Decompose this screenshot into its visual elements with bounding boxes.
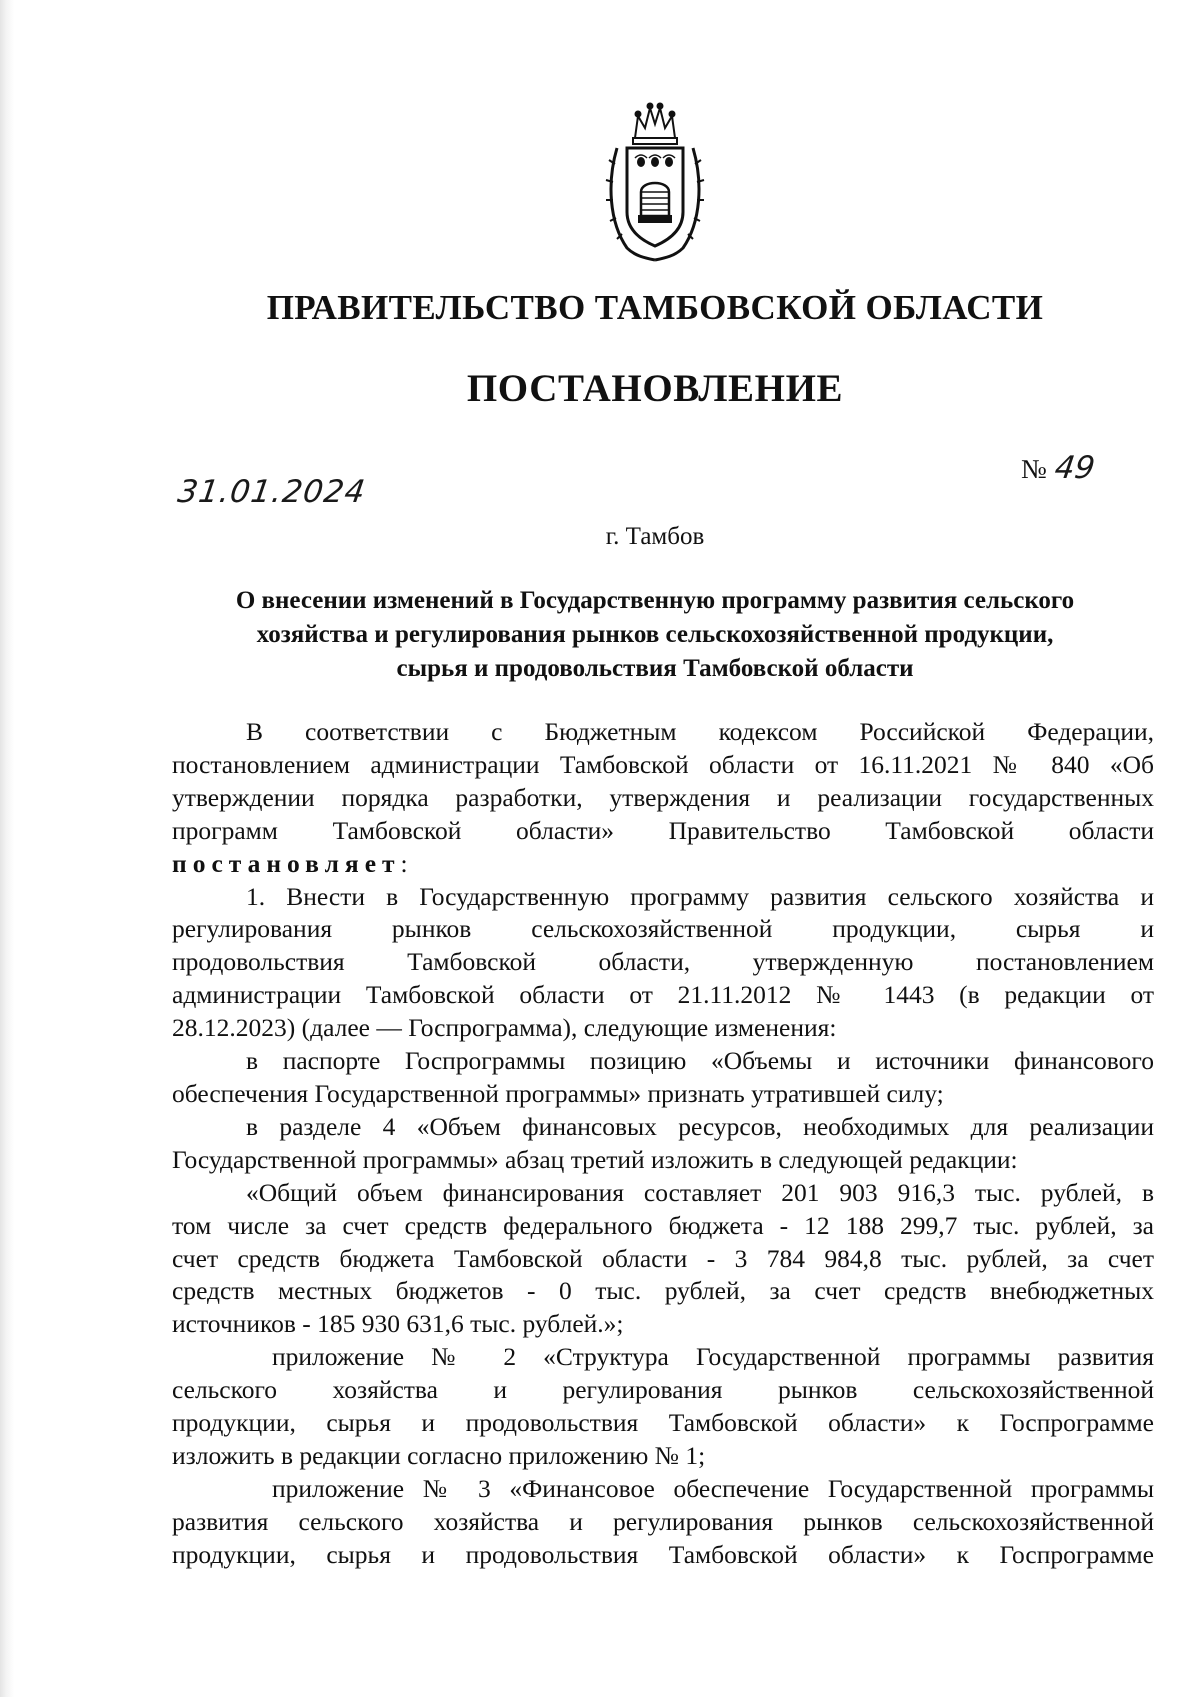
body-line: утверждении порядка разработки, утверждения и реализации государственных [172, 782, 1154, 812]
body-line: администрации Тамбовской области от 21.11.2012 № 1443 (в редакции от [172, 980, 1154, 1010]
body-line: источников - 185 930 631,6 тыс. рублей.»; [172, 1309, 624, 1339]
body-line: 28.12.2023) (далее — Госпрограмма), следующие изменения: [172, 1013, 837, 1043]
organization-title: ПРАВИТЕЛЬСТВО ТАМБОВСКОЙ ОБЛАСТИ [266, 288, 1044, 327]
number-sign: № [1021, 454, 1047, 484]
body-line: продукции, сырья и продовольствия Тамбовской области» к Госпрограмме [172, 1408, 1154, 1438]
body-line: приложение № 2 «Структура Государственной программы развития [272, 1342, 1154, 1372]
subject-line: хозяйства и регулирования рынков сельскохозяйственной продукции, [256, 621, 1054, 648]
document-date: 31.01.2024 [175, 474, 369, 510]
body-line: В соответствии с Бюджетным кодексом Российской Федерации, [246, 717, 1154, 746]
body-line: постановлением администрации Тамбовской области от 16.11.2021 № 840 «Об [172, 749, 1154, 779]
resolution-colon: : [400, 848, 408, 878]
body-line: в паспорте Госпрограммы позицию «Объемы и источники финансового [246, 1046, 1154, 1076]
body-line: том числе за счет средств федерального бюджета - 12 188 299,7 тыс. рублей, за [172, 1210, 1154, 1240]
body-line: 1. Внести в Государственную программу развития сельского хозяйства и [246, 881, 1154, 911]
body-line: счет средств бюджета Тамбовской области - 3 784 984,8 тыс. рублей, за счет [172, 1243, 1154, 1273]
subject-line: сырья и продовольствия Тамбовской области [396, 655, 914, 682]
subject-line: О внесении изменений в Государственную программу развития сельского [235, 587, 1075, 614]
body-line: продовольствия Тамбовской области, утвержденную постановлением [172, 947, 1154, 977]
city-line: г. Тамбов [605, 523, 705, 550]
document-number [1021, 450, 1097, 486]
document-body [172, 716, 1154, 1572]
resolution-word-line [172, 848, 1154, 881]
document-subject [170, 584, 1140, 686]
number-value: 49 [1052, 450, 1097, 486]
body-line: «Общий объем финансирования составляет 201 903 916,3 тыс. рублей, в [246, 1177, 1154, 1207]
body-line: обеспечения Государственной программы» признать утратившей силу; [172, 1078, 944, 1108]
body-line: развития сельского хозяйства и регулирования рынков сельскохозяйственной [172, 1506, 1154, 1536]
body-line: средств местных бюджетов - 0 тыс. рублей, за счет средств внебюджетных [172, 1276, 1154, 1306]
body-line: программ Тамбовской области» Правительство Тамбовской области [172, 815, 1154, 845]
body-line: изложить в редакции согласно приложению № 1; [172, 1440, 706, 1470]
document-type-heading: ПОСТАНОВЛЕНИЕ [466, 367, 844, 410]
tambov-coat-of-arms-icon [605, 102, 705, 264]
scan-edge-shadow [0, 0, 14, 1697]
body-line: сельского хозяйства и регулирования рынков сельскохозяйственной [172, 1375, 1154, 1405]
body-line: продукции, сырья и продовольствия Тамбовской области» к Госпрограмме [172, 1539, 1154, 1569]
body-line: приложение № 3 «Финансовое обеспечение Государственной программы [272, 1473, 1154, 1503]
body-line: в разделе 4 «Объем финансовых ресурсов, необходимых для реализации [246, 1111, 1154, 1141]
resolution-word: постановляет [172, 848, 401, 878]
body-line: Государственной программы» абзац третий изложить в следующей редакции: [172, 1144, 1018, 1174]
body-line: регулирования рынков сельскохозяйственной продукции, сырья и [172, 914, 1154, 944]
